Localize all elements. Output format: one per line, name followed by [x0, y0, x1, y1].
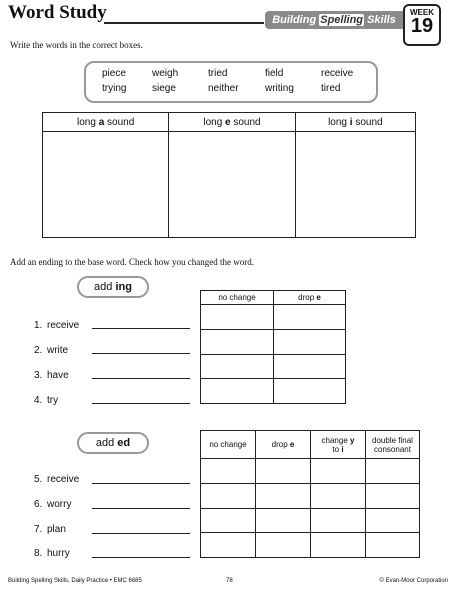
page-number: 78: [226, 578, 233, 584]
item-number: 2.: [34, 345, 43, 356]
answer-box-long-i[interactable]: [295, 132, 415, 238]
check-cell[interactable]: [201, 483, 256, 508]
word-bank-word: neither: [208, 83, 239, 94]
check-cell[interactable]: [201, 354, 274, 379]
check-cell[interactable]: [366, 483, 420, 508]
answer-box-long-a[interactable]: [43, 132, 169, 238]
word-bank-word: writing: [265, 83, 294, 94]
word-bank-word: weigh: [152, 68, 179, 79]
header-long-e: long e sound: [169, 113, 295, 132]
check-cell[interactable]: [366, 459, 420, 484]
check-cell[interactable]: [274, 379, 346, 404]
word-bank-word: tired: [321, 83, 341, 94]
banner-pre: Building: [272, 14, 320, 26]
series-banner: [265, 11, 403, 29]
item-number: 1.: [34, 320, 43, 331]
item-number: 6.: [34, 499, 43, 510]
col-double-final-consonant: double final consonant: [366, 431, 420, 459]
answer-line[interactable]: [92, 557, 190, 558]
check-cell[interactable]: [366, 508, 420, 533]
banner-highlight: Spelling: [320, 14, 364, 26]
check-cell[interactable]: [201, 305, 274, 330]
item-number: 7.: [34, 524, 43, 535]
ing-check-table: [200, 290, 346, 404]
check-cell[interactable]: [274, 329, 346, 354]
word-bank-word: field: [265, 68, 284, 79]
word-bank-word: tried: [208, 68, 228, 79]
item-word: receive: [47, 320, 80, 331]
instruction-1: Write the words in the correct boxes.: [10, 40, 143, 50]
item-number: 8.: [34, 548, 43, 559]
answer-line[interactable]: [92, 353, 190, 354]
answer-line[interactable]: [92, 403, 190, 404]
col-drop-e: drop e: [274, 291, 346, 305]
item-number: 3.: [34, 370, 43, 381]
answer-box-long-e[interactable]: [169, 132, 295, 238]
check-cell[interactable]: [256, 508, 311, 533]
week-number: 19: [410, 15, 434, 37]
week-badge: [403, 4, 441, 46]
add-ed-label: add ed: [77, 432, 149, 454]
answer-line[interactable]: [92, 328, 190, 329]
check-cell[interactable]: [311, 508, 366, 533]
footer-source: Building Spelling Skills, Daily Practice • EMC 6685: [8, 578, 142, 584]
col-change-y-to-i: change y to i: [311, 431, 366, 459]
answer-line[interactable]: [92, 508, 190, 509]
item-word: worry: [47, 499, 72, 510]
check-cell[interactable]: [201, 459, 256, 484]
answer-line[interactable]: [92, 533, 190, 534]
item-word: write: [47, 345, 69, 356]
sound-sort-table: [42, 112, 416, 238]
check-cell[interactable]: [201, 379, 274, 404]
page-title: Word Study: [8, 2, 107, 23]
add-ing-label: add ing: [77, 276, 149, 298]
col-drop-e: drop e: [256, 431, 311, 459]
ed-check-table: [200, 430, 420, 558]
footer-copyright: © Evan-Moor Corporation: [379, 578, 448, 584]
instruction-2: Add an ending to the base word. Check how you changed the word.: [10, 257, 254, 267]
answer-line[interactable]: [92, 378, 190, 379]
item-word: try: [47, 395, 59, 406]
week-label: WEEK: [410, 8, 434, 17]
check-cell[interactable]: [274, 354, 346, 379]
check-cell[interactable]: [201, 533, 256, 558]
col-no-change: no change: [201, 431, 256, 459]
word-bank-word: receive: [321, 68, 354, 79]
check-cell[interactable]: [256, 533, 311, 558]
col-no-change: no change: [201, 291, 274, 305]
check-cell[interactable]: [311, 459, 366, 484]
check-cell[interactable]: [256, 483, 311, 508]
answer-line[interactable]: [92, 483, 190, 484]
item-word: plan: [47, 524, 66, 535]
header-long-i: long i sound: [295, 113, 415, 132]
header-long-a: long a sound: [43, 113, 169, 132]
check-cell[interactable]: [311, 483, 366, 508]
word-bank-word: siege: [152, 83, 176, 94]
item-word: hurry: [47, 548, 70, 559]
check-cell[interactable]: [366, 533, 420, 558]
check-cell[interactable]: [256, 459, 311, 484]
word-bank-word: piece: [102, 68, 126, 79]
check-cell[interactable]: [201, 329, 274, 354]
title-rule: [104, 22, 264, 24]
banner-post: Skills: [364, 14, 396, 26]
item-word: receive: [47, 474, 80, 485]
item-number: 5.: [34, 474, 43, 485]
item-number: 4.: [34, 395, 43, 406]
word-bank-word: trying: [102, 83, 127, 94]
check-cell[interactable]: [311, 533, 366, 558]
check-cell[interactable]: [201, 508, 256, 533]
item-word: have: [47, 370, 69, 381]
check-cell[interactable]: [274, 305, 346, 330]
